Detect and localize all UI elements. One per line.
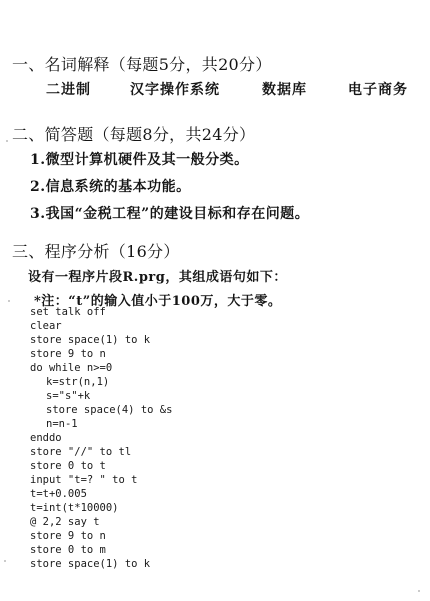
code-line: store "//" to tl — [30, 446, 132, 458]
term-database: 数据库 — [262, 82, 307, 98]
code-line: store 9 to n — [30, 530, 106, 542]
section-3-title: 三、程序分析（16分） — [12, 242, 180, 261]
code-line: enddo — [30, 432, 62, 444]
code-line: @ 2,2 say t — [30, 516, 100, 528]
code-line: do while n>=0 — [30, 362, 113, 374]
scan-speck — [6, 140, 8, 142]
code-line: store 0 to m — [30, 544, 106, 556]
code-line: k=str(n,1) — [46, 376, 110, 388]
scan-speck — [8, 300, 10, 302]
code-line: s="s"+k — [46, 390, 91, 402]
code-line: set talk off — [30, 306, 106, 318]
section-2-title: 二、简答题（每题8分，共24分） — [12, 125, 256, 144]
code-line: store space(4) to &s — [46, 404, 173, 416]
code-line: clear — [30, 320, 62, 332]
code-line: t=int(t*10000) — [30, 502, 119, 514]
section-1-title: 一、名词解释（每题5分，共20分） — [12, 55, 272, 74]
program-intro: 设有一程序片段R.prg，其组成语句如下： — [28, 270, 287, 285]
term-binary: 二进制 — [46, 82, 91, 98]
term-ecommerce: 电子商务 — [348, 82, 408, 98]
code-line: store space(1) to k — [30, 558, 151, 570]
code-line: store 0 to t — [30, 460, 106, 472]
question-3: 3.我国“金税工程”的建设目标和存在问题。 — [30, 206, 310, 222]
term-chinese-os: 汉字操作系统 — [130, 82, 220, 98]
question-2: 2.信息系统的基本功能。 — [30, 179, 191, 195]
code-line: input "t=? " to t — [30, 474, 138, 486]
question-1: 1.微型计算机硬件及其一般分类。 — [30, 152, 249, 168]
scan-speck — [418, 590, 420, 592]
code-line: store space(1) to k — [30, 334, 151, 346]
program-note: *注：“t”的输入值小于100万，大于零。 — [34, 294, 282, 309]
scan-speck — [4, 560, 6, 562]
code-line: n=n-1 — [46, 418, 78, 430]
code-line: t=t+0.005 — [30, 488, 87, 500]
code-line: store 9 to n — [30, 348, 106, 360]
